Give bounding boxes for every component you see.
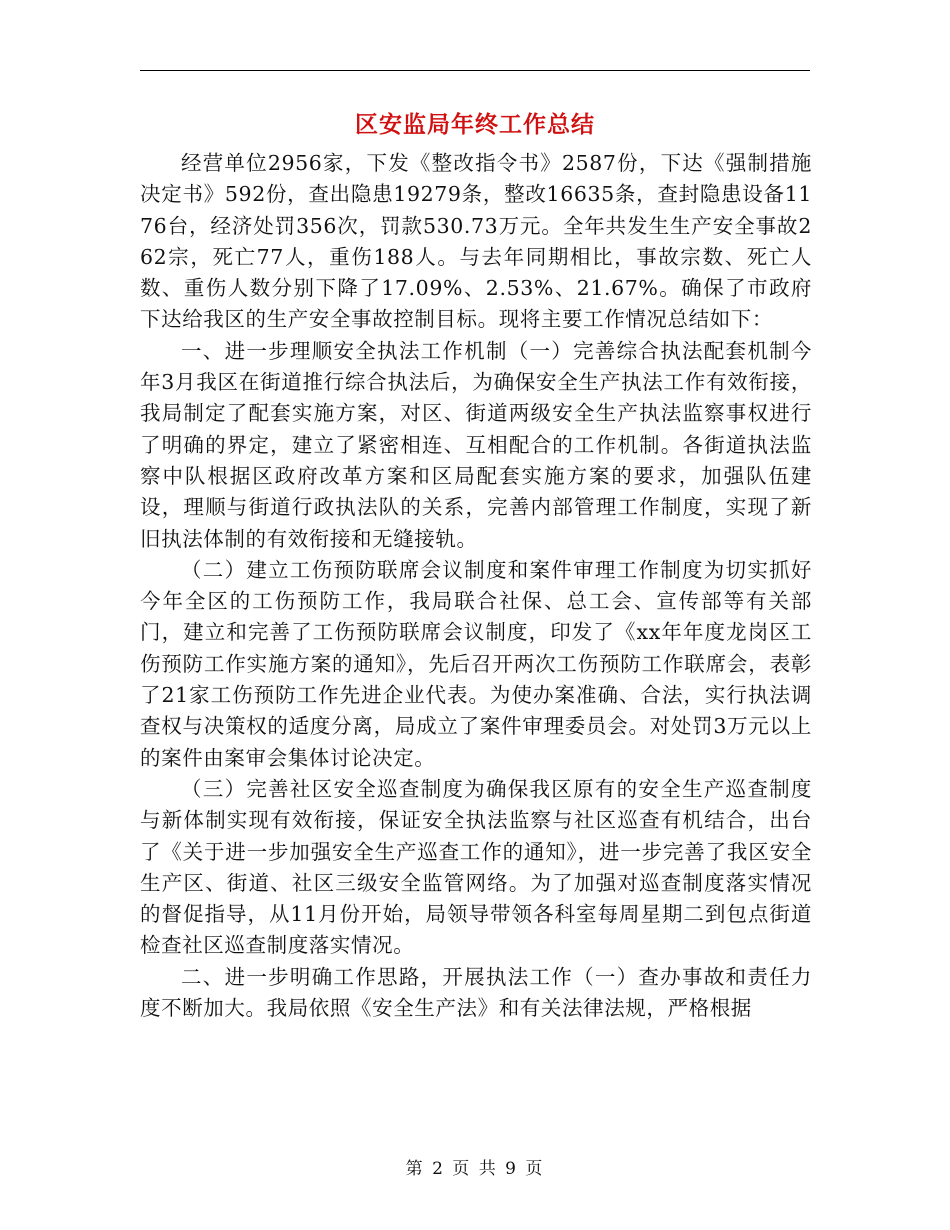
document-title: 区安监局年终工作总结 [355,111,595,138]
paragraph-1: 经营单位2956家，下发《整改指令书》2587份，下达《强制措施决定书》592份，查出隐患19279条，整改16635条，查封隐患设备1176台，经济处罚356次，罚款530.73万元。全年共发生生产安全事故262宗，死亡77人，重伤188人。与去年同期相比，事故宗数、死亡人数、重伤人数分别下降了17.09%、2.53%、21.67%。确保了市政府下达给我区的生产安全事故控制目标。现将主要工作情况总结如下： [140,151,812,332]
paragraph-4: （三）完善社区安全巡查制度为确保我区原有的安全生产巡查制度与新体制实现有效衔接，保证安全执法监察与社区巡查有机结合，出台了《关于进一步加强安全生产巡查工作的通知》，进一步完善了我区安全生产区、街道、社区三级安全监管网络。为了加强对巡查制度落实情况的督促指导，从11月份开始，局领导带领各科室每周星期二到包点街道检查社区巡查制度落实情况。 [140,776,812,958]
paragraph-5: 二、进一步明确工作思路，开展执法工作（一）查办事故和责任力度不断加大。我局依照《安全生产法》和有关法律法规，严格根据 [140,964,812,1021]
paragraph-2: 一、进一步理顺安全执法工作机制（一）完善综合执法配套机制今年3月我区在街道推行综合执法后，为确保安全生产执法工作有效衔接，我局制定了配套实施方案，对区、街道两级安全生产执法监察事权进行了明确的界定，建立了紧密相连、互相配合的工作机制。各街道执法监察中队根据区政府改革方案和区局配套实施方案的要求，加强队伍建设，理顺与街道行政执法队的关系，完善内部管理工作制度，实现了新旧执法体制的有效衔接和无缝接轨。 [140,338,812,551]
paragraph-3: （二）建立工伤预防联席会议制度和案件审理工作制度为切实抓好今年全区的工伤预防工作，我局联合社保、总工会、宣传部等有关部门，建立和完善了工伤预防联席会议制度，印发了《xx年年度龙岗区工伤预防工作实施方案的通知》，先后召开两次工伤预防工作联席会，表彰了21家工伤预防工作先进企业代表。为使办案准确、合法，实行执法调查权与决策权的适度分离，局成立了案件审理委员会。对处罚3万元以上的案件由案审会集体讨论决定。 [140,557,812,770]
document-body [140,148,812,1024]
header-rule [140,70,810,71]
page-number-footer: 第 2 页 共 9 页 [405,1159,545,1179]
